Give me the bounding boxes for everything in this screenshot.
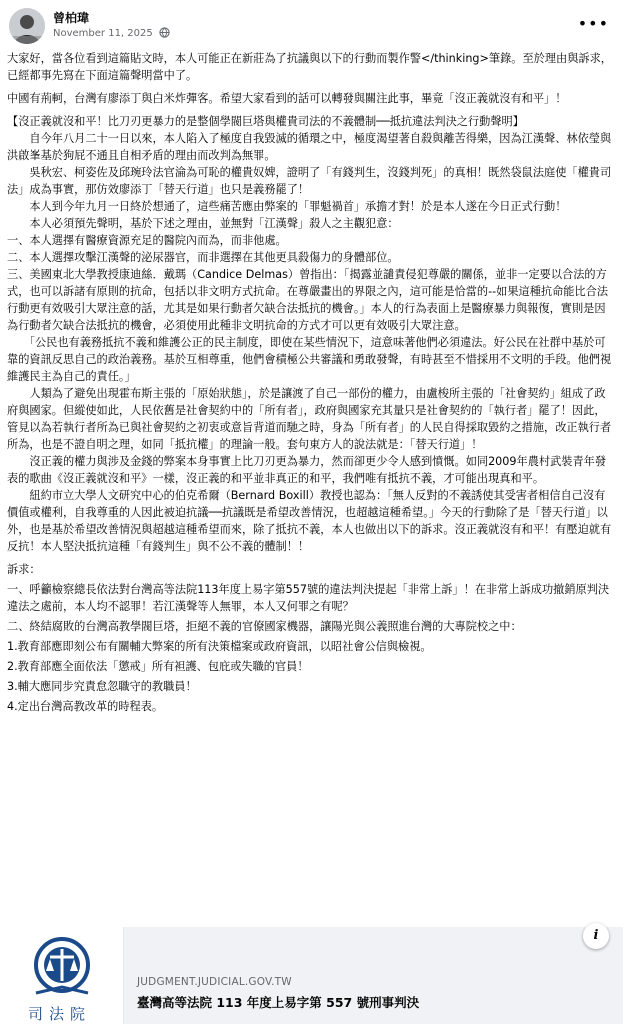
more-options-icon[interactable]: •••	[577, 14, 609, 33]
list-item: 三、美國東北大學教授康迪絲．戴瑪（Candice Delmas）曾指出：「揭露並譴責侵犯尊嚴的關係，並非一定要以合法的方式，也可以訴諸有原則的抗命，包括以非文明方式抗命。在尊嚴畫出的界限之內，這可能是恰當的--如果這種抗命能比合法行動更有效吸引大眾注意的話，尤其是如果行動者欠缺合法抵抗的機會。」本人的行為表面上是醫療暴力與報復，實則是因為行動者欠缺合法抵抗的機會，必須使用此種非文明抗命的方式才可以更有效吸引大眾注意。	[7, 268, 609, 332]
link-domain[interactable]: JUDGMENT.JUDICIAL.GOV.TW	[137, 976, 292, 988]
post-paragraph: 沒正義的權力與涉及金錢的弊案本身事實上比刀刃更為暴力，然而卻更少令人感到憤慨。如同2009年農村武裝青年發表的歌曲《沒正義就沒和平》一樣，沒正義的和平並非真正的和平，我們唯有抵抗不義，才可能出現真和平。	[7, 455, 607, 485]
post-paragraph: 本人必須預先聲明，基於下述之理由，並無對「江漢聲」殺人之主觀犯意：	[7, 217, 399, 230]
post-paragraph: 大家好，當各位看到這篇貼文時，本人可能正在新莊為了抗議與以下的行動而製作警</thinking>筆錄。至於理由與訴求，已經都事先寫在下面這篇聲明當中了。	[7, 52, 612, 82]
demands-title: 訴求：	[7, 563, 41, 576]
post-paragraph: 人類為了避免出現霍布斯主張的「原始狀態」，於是讓渡了自己一部份的權力，由盧梭所主張的「社會契約」組成了政府與國家。但縱使如此，人民依舊是社會契約中的「所有者」，政府與國家充其量只是社會契約的「執行者」罷了！因此，管見以為若執行者所為已與社會契約之初衷或意旨背道而馳之時，身為「所有者」的人民自得採取毀約之措施，改正執行者所為，也是不證自明之理，如同「抵抗權」的理論一般。套句東方人的說法就是：「替天行道」！	[7, 387, 612, 451]
sub-demand-item: 1.教育部應即刻公布有關輔大弊案的所有決策檔案或政府資訊，以昭社會公信與檢視。	[7, 640, 432, 653]
link-title[interactable]: 臺灣高等法院 113 年度上易字第 557 號刑事判決	[137, 995, 420, 1010]
post-paragraph: 自今年八月二十一日以來，本人陷入了極度自我毀滅的循環之中，極度渴望著自殺與離苦得樂，因為江漢聲、林依瑩與洪啟峯基於狗屁不通且自相矛盾的理由而改判為無罪。	[7, 132, 612, 162]
avatar[interactable]	[9, 8, 45, 44]
demand-item: 一、呼籲檢察總長依法對台灣高等法院113年度上易字第557號的違法判決提起「非常上訴」！在非常上訴成功撤銷原判決違法之處前，本人均不認罪！若江漢聲等人無罪，本人又何罪之有呢？	[7, 583, 610, 613]
post-body	[7, 50, 616, 715]
list-item: 一、本人選擇有醫療資源充足的醫院內而為，而非他處。	[7, 234, 287, 247]
demand-item: 二、終結腐敗的台灣高教學閥巨塔，拒絕不義的官僚國家機器，讓陽光與公義照進台灣的大專院校之中：	[7, 620, 522, 633]
post-paragraph: 本人到今年九月一日終於想通了，這些痛苦應由弊案的「罪魁禍首」承擔才對！於是本人遂在今日正式行動！	[7, 200, 567, 213]
statement-title: 【沒正義就沒和平！比刀刃更暴力的是整個學閥巨塔與權貴司法的不義體制──抵抗違法判決之行動聲明】	[7, 115, 524, 128]
post-date[interactable]: November 11, 2025	[53, 28, 153, 39]
globe-icon	[159, 27, 170, 41]
post-header	[0, 0, 623, 48]
list-item: 二、本人選擇攻擊江漢聲的泌尿器官，而非選擇在其他更具殺傷力的身體部位。	[7, 251, 399, 264]
post-paragraph: 中國有荊軻，台灣有廖添丁與白米炸彈客。希望大家看到的話可以轉發與關注此事，畢竟「沒正義就沒有和平」！	[7, 92, 567, 105]
author-name[interactable]: 曾柏瑋	[53, 11, 90, 25]
seal-text: 司法院	[28, 1005, 92, 1023]
post-paragraph: 紐約市立大學人文研究中心的伯克希爾（Bernard Boxill）教授也認為：「無人反對的不義誘使其受害者相信自己沒有價值或權利，自我尊重的人因此被迫抗議──抗議既是希望改善情況，也超越這種希望。」今天的行動除了是「替天行道」以外，也是基於希望改善情況與超越這種希望而來，除了抵抗不義，本人也做出以下的訴求。沒正義就沒有和平！有壓迫就有反抗！本人堅決抵抗這種「有錢判生」與不公不義的體制！！	[7, 489, 612, 553]
link-preview-card[interactable]	[0, 927, 623, 1024]
post-meta	[53, 27, 170, 41]
quote-paragraph: 「公民也有義務抵抗不義和維護公正的民主制度，即使在某些情況下，這意味著他們必須違法。好公民在社群中基於可靠的資訊反思自己的政治義務。基於互相尊重，他們會積極公共審議和勇敢發聲，有時甚至不惜採用不文明的手段。他們視維護民主為自己的責任。」	[7, 336, 612, 383]
sub-demand-item: 2.教育部應全面依法「懲戒」所有袒護、包庇或失職的官員！	[7, 660, 309, 673]
sub-demand-item: 4.定出台灣高教改革的時程表。	[7, 700, 164, 713]
info-icon[interactable]: i	[583, 923, 609, 949]
sub-demand-item: 3.輔大應同步究責怠忽職守的教職員！	[7, 680, 197, 693]
link-preview-image[interactable]	[0, 927, 124, 1024]
post-paragraph: 吳秋宏、柯姿佐及邱琬玲法官淪為可恥的權貴奴婢，證明了「有錢判生，沒錢判死」的真相！既然袋鼠法庭使「權貴司法」成為事實，那仿效廖添丁「替天行道」也只是義務罷了！	[7, 166, 612, 196]
